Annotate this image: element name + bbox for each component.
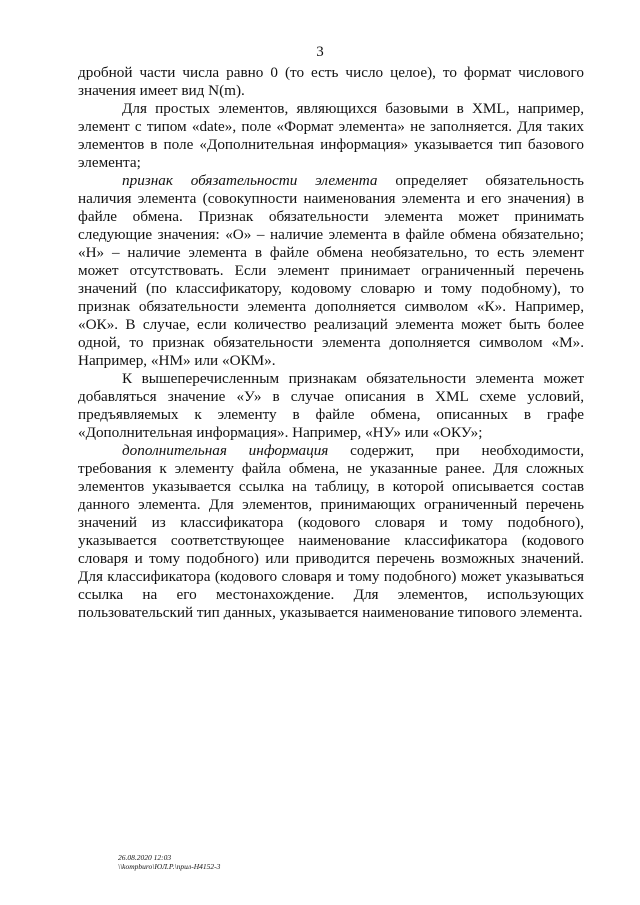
paragraph-conditional-flag: К вышеперечисленным признакам обязательности элемента может добавляться значение «У» в случае описания в XML схеме условий, предъявляемых к элементу в файле обмена, описанных в графе «Дополнительная информация». Например, «НУ» или «ОКУ»;: [78, 370, 584, 441]
paragraph-continuation: дробной части числа равно 0 (то есть число целое), то формат числового значения имеет вид N(m).: [78, 64, 584, 99]
footer: [118, 853, 220, 871]
required-flag-description: определяет обязательность наличия элемента (совокупности наименования элемента и его значения) в файле обмена. Признак обязательности элемента может принимать следующие значения: «О» – наличие элемента в файле обмена обязательно; «Н» – наличие элемента в файле обмена необязательно, то есть элемент может отсутствовать. Если элемент принимает ограниченный перечень значений (по классификатору, кодовому словарю и тому подобному), то признак обязательности элемента дополняется символом «К». Например, «ОК». В случае, если количество реализаций элемента может быть более одной, то признак обязательности элемента дополняется символом «М». Например, «НМ» или «ОКМ».: [78, 172, 584, 369]
paragraph-additional-info: [78, 442, 584, 622]
footer-timestamp: 26.08.2020 12:03: [118, 853, 172, 862]
term-additional-info: дополнительная информация: [122, 442, 329, 459]
page-number: 3: [316, 44, 324, 60]
additional-info-description: содержит, при необходимости, требования к элементу файла обмена, не указанные ранее. Для сложных элементов указывается ссылка на таблицу, в которой описывается состав данного элемента. Для элементов, принимающих ограниченный перечень значений из классификатора (кодового словаря и тому подобного), указывается соответствующее наименование классификатора (кодового словаря и тому подобного) или приводится перечень возможных значений. Для классификатора (кодового словаря и тому подобного) может указываться ссылка на его местонахождение. Для элементов, использующих пользовательский тип данных, указывается наименование типового элемента.: [78, 442, 584, 621]
paragraph-base-types: Для простых элементов, являющихся базовыми в XML, например, элемент с типом «date», поле «Формат элемента» не заполняется. Для таких элементов в поле «Дополнительная информация» указывается тип базового элемента;: [78, 100, 584, 171]
term-required-flag: признак обязательности элемента: [122, 172, 378, 189]
body-text: [78, 64, 584, 622]
footer-file-path: \\kompburo\ЮЛ.Р.\прил-Н4152-3: [118, 862, 221, 871]
paragraph-required-flag: [78, 172, 584, 370]
